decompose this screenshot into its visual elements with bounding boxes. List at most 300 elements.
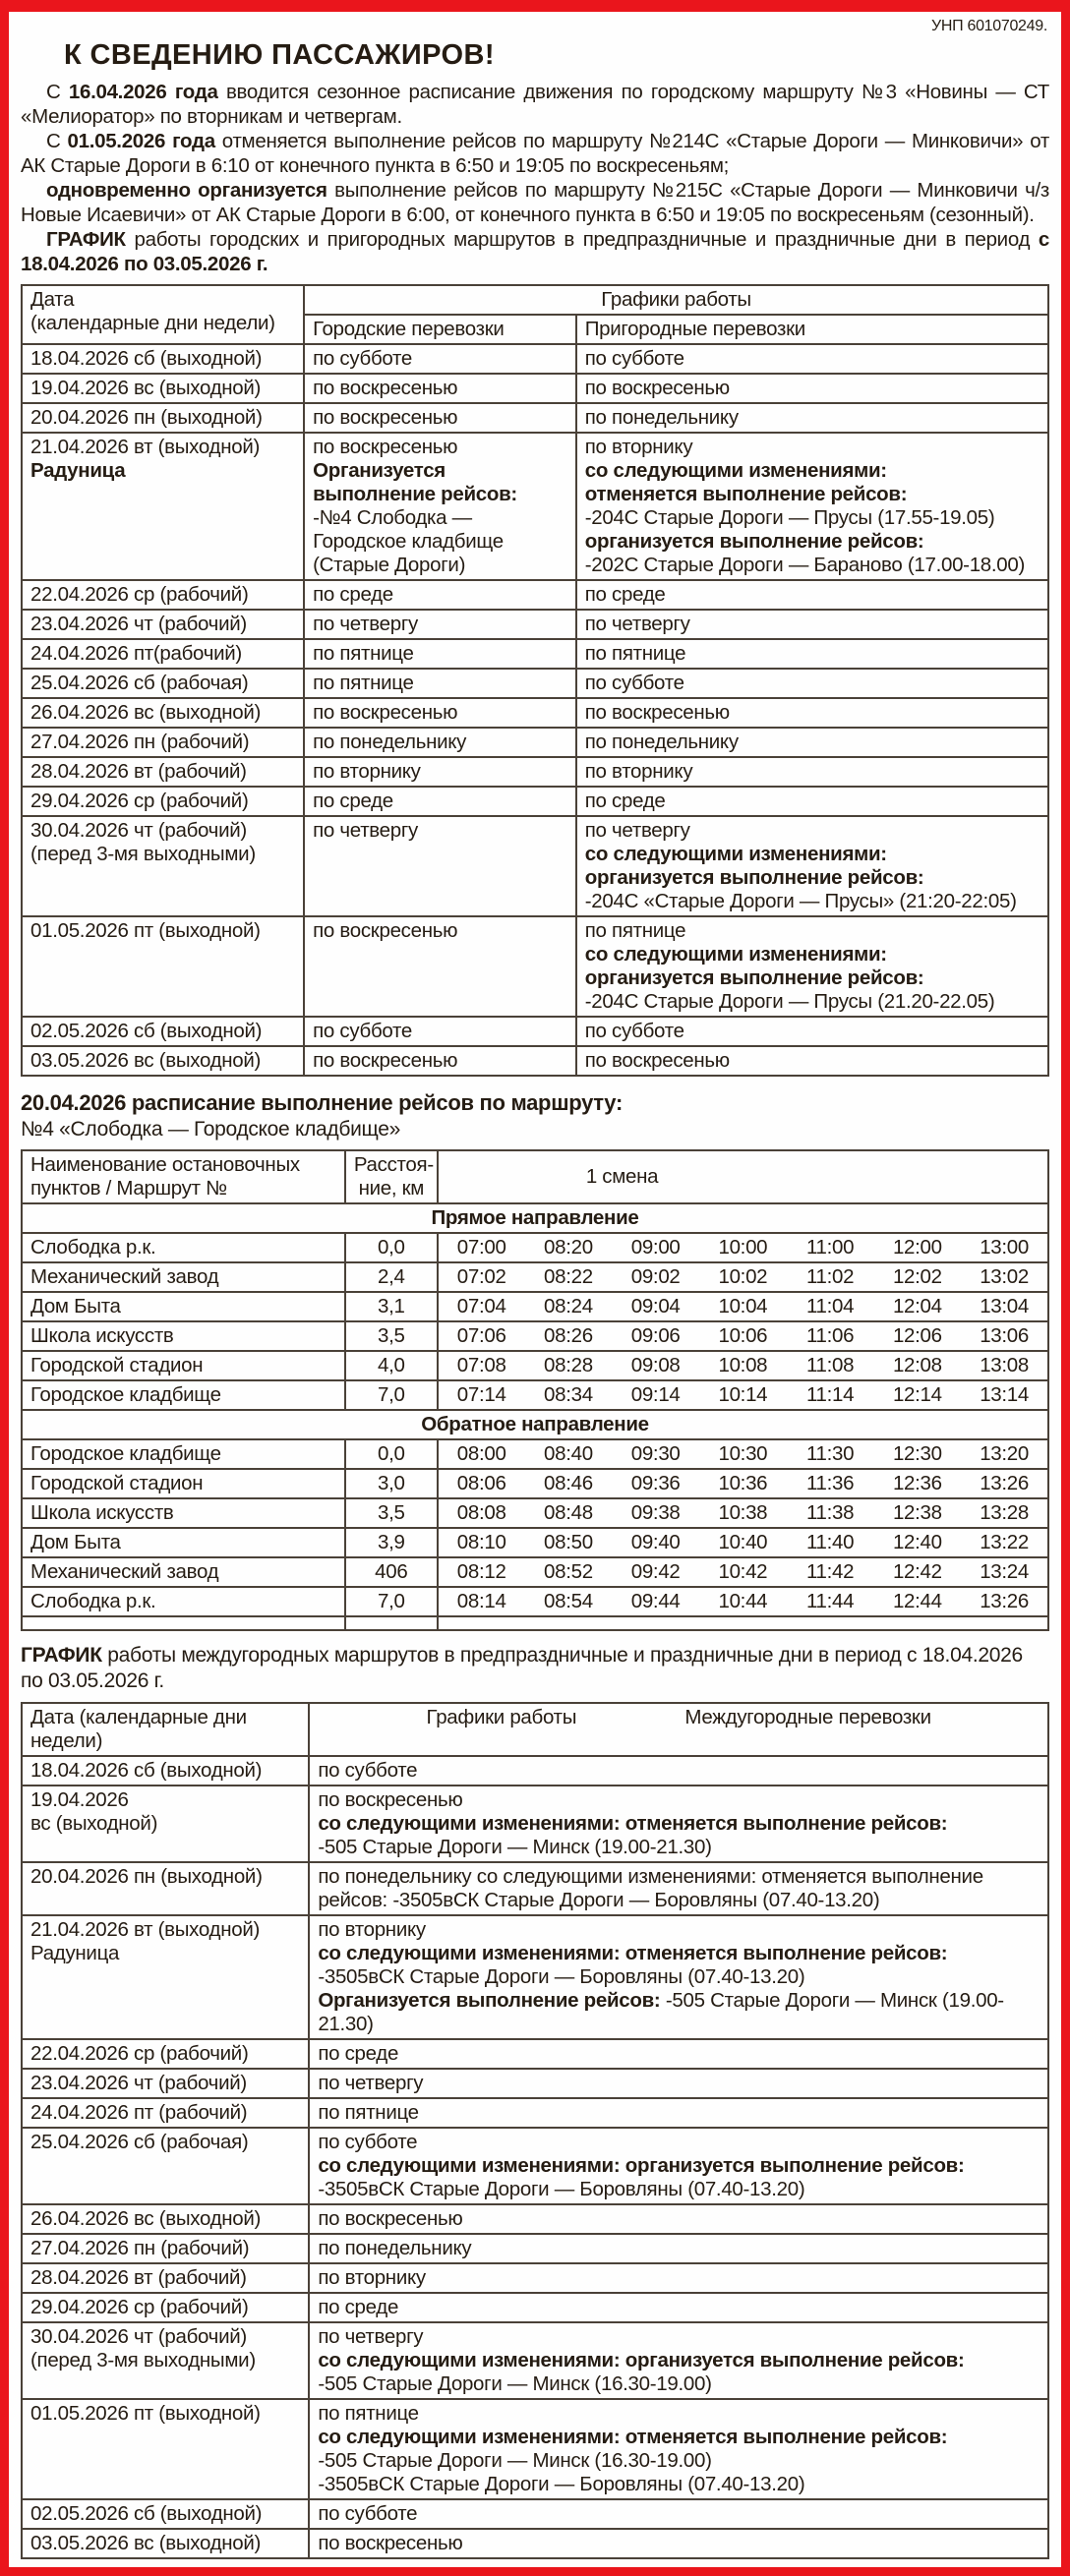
city-cell [304, 433, 576, 580]
stop-name-cell: Школа искусств [22, 1498, 345, 1528]
date-cell [22, 2293, 309, 2322]
intercity-info-cell [309, 2322, 1048, 2399]
cell-line: по воскресенью [313, 701, 458, 724]
date-cell [22, 669, 304, 698]
cell-line: по четвергу [584, 819, 690, 842]
date-cell [22, 1046, 304, 1076]
table-row [22, 610, 1048, 639]
table-row [22, 580, 1048, 610]
date-cell [22, 2322, 309, 2399]
time-cell: 09:14 [612, 1380, 699, 1410]
cell-line: организуется выполнение рейсов: [584, 966, 924, 989]
table-row [22, 639, 1048, 669]
table-row [22, 2293, 1048, 2322]
time-cell: 07:02 [438, 1262, 525, 1292]
date-header-line2: (календарные дни недели) [30, 312, 275, 334]
cell-line: по субботе [584, 1020, 684, 1042]
time-cell: 11:42 [787, 1557, 874, 1587]
cell-line: -204С Старые Дороги — Прусы (21.20-22.05) [584, 990, 995, 1013]
cell-line: по пятнице [584, 919, 686, 942]
time-cell: 13:08 [961, 1351, 1048, 1380]
time-cell: 12:08 [873, 1351, 961, 1380]
cell-line: -505 Старые Дороги — Минск (16.30-19.00) [318, 2449, 712, 2472]
table-row [22, 1915, 1048, 2039]
date-cell [22, 2399, 309, 2499]
distance-cell: 3,9 [345, 1528, 438, 1557]
intercity-info-cell [309, 1786, 1048, 1862]
cell-line: 19.04.2026 вс (выходной) [30, 377, 262, 399]
timetable-row [22, 1321, 1048, 1351]
date-cell [22, 1915, 309, 2039]
city-cell [304, 1017, 576, 1046]
table3-intercity-header: Междугородные перевозки [684, 1706, 931, 1728]
suburban-cell [576, 757, 1048, 787]
time-cell: 07:04 [438, 1292, 525, 1321]
time-cell: 08:10 [438, 1528, 525, 1557]
timetable-row [22, 1469, 1048, 1498]
cell-line: -3505вСК Старые Дороги — Боровляны (07.40-13.20) [318, 2178, 805, 2200]
time-cell: 13:04 [961, 1292, 1048, 1321]
time-cell: 07:14 [438, 1380, 525, 1410]
cell-line: по среде [584, 790, 666, 812]
table-row [22, 698, 1048, 728]
timetable-section-title: 20.04.2026 расписание выполнение рейсов по маршруту: [21, 1090, 623, 1115]
intercity-info-cell [309, 2529, 1048, 2558]
cell-line: 21.04.2026 вт (выходной) [30, 436, 261, 458]
cell-line: по воскресенью [313, 406, 458, 429]
table-row [22, 757, 1048, 787]
time-cell: 08:48 [525, 1498, 613, 1528]
time-cell: 09:04 [612, 1292, 699, 1321]
time-cell: 08:22 [525, 1262, 613, 1292]
cell-line: по субботе [318, 2131, 418, 2153]
cell-line: по четвергу [313, 613, 418, 635]
cell-line: по пятнице [584, 642, 686, 665]
time-cell: 12:44 [873, 1587, 961, 1616]
time-cell: 08:20 [525, 1233, 613, 1262]
time-cell: 11:38 [787, 1498, 874, 1528]
cell-line: по понедельнику [584, 731, 739, 753]
time-cell: 12:14 [873, 1380, 961, 1410]
cell-line: 03.05.2026 вс (выходной) [30, 2532, 262, 2554]
cell-line: 22.04.2026 ср (рабочий) [30, 583, 249, 606]
date-cell [22, 374, 304, 403]
time-cell: 09:02 [612, 1262, 699, 1292]
table-row [22, 2499, 1048, 2529]
cell-line: по понедельнику [318, 2237, 472, 2259]
cell-line: -202С Старые Дороги — Бараново (17.00-18.00) [584, 554, 1026, 576]
intercity-info-cell [309, 2098, 1048, 2128]
time-cell: 09:42 [612, 1557, 699, 1587]
cell-line: по субботе [313, 347, 413, 370]
cell-line: -3505вСК Старые Дороги — Боровляны (07.40-13.20) [318, 2473, 805, 2495]
cell-line: 24.04.2026 пт (рабочий) [30, 2101, 248, 2124]
distance-header-line1: Расстоя- [353, 1153, 434, 1176]
stop-name-cell: Механический завод [22, 1262, 345, 1292]
time-cell: 12:42 [873, 1557, 961, 1587]
distance-cell: 2,4 [345, 1262, 438, 1292]
cell-line: по вторнику [584, 436, 693, 458]
cell-line: по среде [318, 2296, 399, 2318]
table-row [22, 2098, 1048, 2128]
time-cell: 11:14 [787, 1380, 874, 1410]
cell-line: 20.04.2026 пн (выходной) [30, 1865, 263, 1888]
route4-timetable [21, 1149, 1049, 1631]
suburban-cell [576, 1017, 1048, 1046]
cell-line: по субботе [584, 347, 684, 370]
cell-line: 29.04.2026 ср (рабочий) [30, 2296, 249, 2318]
stop-name-cell: Школа искусств [22, 1321, 345, 1351]
stop-name-cell: Городской стадион [22, 1469, 345, 1498]
cell-line: Радуница [30, 459, 126, 482]
distance-cell: 3,5 [345, 1321, 438, 1351]
distance-header [345, 1150, 438, 1203]
stop-name-cell: Городской стадион [22, 1351, 345, 1380]
distance-cell: 7,0 [345, 1587, 438, 1616]
spacer-cell [438, 1616, 1048, 1630]
table-row [22, 916, 1048, 1017]
date-cell [22, 2039, 309, 2069]
cell-line: по пятнице [318, 2402, 419, 2425]
time-cell: 08:00 [438, 1439, 525, 1469]
cell-line: по четвергу [584, 613, 690, 635]
suburban-cell [576, 403, 1048, 433]
distance-cell: 406 [345, 1557, 438, 1587]
time-cell: 10:38 [699, 1498, 787, 1528]
distance-cell: 0,0 [345, 1233, 438, 1262]
cell-line: со следующими изменениями: отменяется выполнение рейсов: [318, 1812, 948, 1835]
date-cell [22, 816, 304, 916]
cell-line: 22.04.2026 ср (рабочий) [30, 2042, 249, 2065]
time-cell: 12:30 [873, 1439, 961, 1469]
table-row [22, 1862, 1048, 1915]
table1-city-header: Городские перевозки [304, 315, 576, 344]
timetable-row [22, 1439, 1048, 1469]
cell-line: 30.04.2026 чт (рабочий) [30, 2325, 247, 2348]
cell-line: 19.04.2026 [30, 1788, 129, 1811]
cell-line: вс (выходной) [30, 1812, 158, 1835]
cell-line: со следующими изменениями: отменяется выполнение рейсов: [318, 1942, 948, 1964]
table-row [22, 2529, 1048, 2558]
time-cell: 09:00 [612, 1233, 699, 1262]
city-cell [304, 374, 576, 403]
city-suburban-schedule-table [21, 284, 1049, 1077]
intercity-info-cell [309, 2263, 1048, 2293]
cell-line: -204С Старые Дороги — Прусы (17.55-19.05) [584, 506, 995, 529]
time-cell: 12:04 [873, 1292, 961, 1321]
city-cell [304, 580, 576, 610]
date-cell [22, 433, 304, 580]
table-row [22, 2128, 1048, 2204]
city-cell [304, 787, 576, 816]
cell-line: по субботе [313, 1020, 413, 1042]
cell-line: (перед 3-мя выходными) [30, 2349, 256, 2371]
cell-line: -204С «Старые Дороги — Прусы» (21:20-22:05) [584, 890, 1017, 912]
cell-line: по воскресенью [313, 1049, 458, 1072]
time-cell: 08:14 [438, 1587, 525, 1616]
city-cell [304, 728, 576, 757]
table-row [22, 374, 1048, 403]
date-cell [22, 1756, 309, 1786]
suburban-cell [576, 728, 1048, 757]
cell-line: по вторнику [318, 1918, 426, 1941]
time-cell: 13:06 [961, 1321, 1048, 1351]
distance-cell: 4,0 [345, 1351, 438, 1380]
time-cell: 11:44 [787, 1587, 874, 1616]
stop-name-cell: Городское кладбище [22, 1380, 345, 1410]
time-cell: 12:06 [873, 1321, 961, 1351]
cell-line: по воскресенью [584, 1049, 730, 1072]
table3-group-header [309, 1703, 1048, 1756]
cell-line: со следующими изменениями: [584, 843, 887, 865]
time-cell: 11:06 [787, 1321, 874, 1351]
cell-line: по четвергу [318, 2072, 424, 2094]
cell-line: по субботе [318, 2502, 418, 2525]
intercity-info-cell [309, 2204, 1048, 2234]
date-cell [22, 757, 304, 787]
time-cell: 09:38 [612, 1498, 699, 1528]
suburban-cell [576, 344, 1048, 374]
cell-line: со следующими изменениями: организуется выполнение рейсов: [318, 2349, 965, 2371]
timetable-header-row [22, 1150, 1048, 1203]
time-cell: 10:40 [699, 1528, 787, 1557]
direction-label: Прямое направление [22, 1203, 1048, 1233]
intro-paragraph: С 16.04.2026 года вводится сезонное расписание движения по городскому маршруту №3 «Новины — СТ «Мелиоратор» по вторникам и четвергам. [21, 81, 1049, 128]
cell-line: -505 Старые Дороги — Минск (16.30-19.00) [318, 2372, 712, 2395]
suburban-cell [576, 610, 1048, 639]
table-row [22, 669, 1048, 698]
cell-line: -3505вСК Старые Дороги — Боровляны (07.40-13.20) [318, 1965, 805, 1988]
time-cell: 08:52 [525, 1557, 613, 1587]
distance-cell: 3,5 [345, 1498, 438, 1528]
intercity-info-cell [309, 1915, 1048, 2039]
time-cell: 11:00 [787, 1233, 874, 1262]
time-cell: 13:14 [961, 1380, 1048, 1410]
table-row [22, 1786, 1048, 1862]
timetable-row [22, 1233, 1048, 1262]
date-cell [22, 580, 304, 610]
cell-line: по пятнице [313, 642, 414, 665]
stop-name-cell: Дом Быта [22, 1292, 345, 1321]
cell-line: 18.04.2026 сб (выходной) [30, 1759, 263, 1782]
cell-line: 28.04.2026 вт (рабочий) [30, 2266, 247, 2289]
cell-line: со следующими изменениями: [584, 459, 887, 482]
cell-line: по понедельнику со следующими изменениями: отменяется выполнение рейсов: -3505вСК Старые Дороги — Боровляны (07.40-13.20) [318, 1865, 983, 1911]
cell-line: 21.04.2026 вт (выходной) [30, 1918, 261, 1941]
cell-line: со следующими изменениями: [584, 943, 887, 966]
time-cell: 11:30 [787, 1439, 874, 1469]
city-cell [304, 403, 576, 433]
distance-cell: 3,0 [345, 1469, 438, 1498]
intercity-info-cell [309, 2128, 1048, 2204]
stops-header: Наименование остановочных пунктов / Маршрут № [22, 1150, 345, 1203]
time-cell: 10:14 [699, 1380, 787, 1410]
time-cell: 08:12 [438, 1557, 525, 1587]
date-cell [22, 610, 304, 639]
date-cell [22, 698, 304, 728]
cell-line: по воскресенью [584, 377, 730, 399]
cell-line: по четвергу [318, 2325, 424, 2348]
date-cell [22, 1017, 304, 1046]
intercity-info-cell [309, 2234, 1048, 2263]
date-cell [22, 2499, 309, 2529]
city-cell [304, 610, 576, 639]
cell-line: 23.04.2026 чт (рабочий) [30, 2072, 247, 2094]
time-cell: 12:40 [873, 1528, 961, 1557]
stop-name-cell: Слободка р.к. [22, 1233, 345, 1262]
date-cell [22, 2204, 309, 2234]
date-cell [22, 2128, 309, 2204]
cell-line: 26.04.2026 вс (выходной) [30, 2207, 262, 2230]
table-row [22, 1756, 1048, 1786]
timetable-route-subtitle: №4 «Слободка — Городское кладбище» [21, 1118, 401, 1141]
page-title: К СВЕДЕНИЮ ПАССАЖИРОВ! [64, 39, 495, 71]
cell-line: по воскресенью [313, 919, 458, 942]
cell-line: 30.04.2026 чт (рабочий) [30, 819, 247, 842]
table-row [22, 2234, 1048, 2263]
time-cell: 08:46 [525, 1469, 613, 1498]
city-cell [304, 344, 576, 374]
table-row [22, 2204, 1048, 2234]
cell-line: 02.05.2026 сб (выходной) [30, 1020, 263, 1042]
time-cell: 13:00 [961, 1233, 1048, 1262]
cell-line: по воскресенью [584, 701, 730, 724]
date-cell [22, 2263, 309, 2293]
unp-number: УНП 601070249. [931, 18, 1047, 34]
date-cell [22, 2069, 309, 2098]
time-cell: 11:36 [787, 1469, 874, 1498]
time-cell: 11:02 [787, 1262, 874, 1292]
table-row [22, 787, 1048, 816]
cell-line: 29.04.2026 ср (рабочий) [30, 790, 249, 812]
table-row [22, 2263, 1048, 2293]
cell-line: 27.04.2026 пн (рабочий) [30, 731, 250, 753]
table-row [22, 2399, 1048, 2499]
stop-name-cell: Дом Быта [22, 1528, 345, 1557]
table1-date-header [22, 285, 304, 344]
intro-paragraph: С 01.05.2026 года отменяется выполнение рейсов по маршруту №214С «Старые Дороги — Минковичи» от АК Старые Дороги в 6:10 от конечного пункта в 6:50 и 19:05 по воскресеньям; [21, 130, 1050, 177]
cell-line: по воскресенью [318, 2207, 463, 2230]
table-row [22, 433, 1048, 580]
suburban-cell [576, 916, 1048, 1017]
city-cell [304, 1046, 576, 1076]
time-cell: 07:06 [438, 1321, 525, 1351]
time-cell: 09:44 [612, 1587, 699, 1616]
time-cell: 07:00 [438, 1233, 525, 1262]
time-cell: 08:24 [525, 1292, 613, 1321]
time-cell: 12:36 [873, 1469, 961, 1498]
suburban-cell [576, 816, 1048, 916]
time-cell: 10:02 [699, 1262, 787, 1292]
cell-line: по среде [584, 583, 666, 606]
time-cell: 08:08 [438, 1498, 525, 1528]
time-cell: 13:26 [961, 1469, 1048, 1498]
time-cell: 08:50 [525, 1528, 613, 1557]
intercity-info-cell [309, 2499, 1048, 2529]
cell-line: 02.05.2026 сб (выходной) [30, 2502, 263, 2525]
time-cell: 13:26 [961, 1587, 1048, 1616]
cell-line: Организуется выполнение рейсов: [313, 459, 517, 505]
cell-line: по пятнице [313, 672, 414, 694]
suburban-cell [576, 669, 1048, 698]
time-cell: 13:20 [961, 1439, 1048, 1469]
time-cell: 10:08 [699, 1351, 787, 1380]
cell-line: со следующими изменениями: организуется выполнение рейсов: [318, 2154, 965, 2177]
date-cell [22, 403, 304, 433]
table-row [22, 2069, 1048, 2098]
cell-line: организуется выполнение рейсов: [584, 866, 924, 889]
cell-line: 27.04.2026 пн (рабочий) [30, 2237, 250, 2259]
spacer-row [22, 1616, 1048, 1630]
date-cell [22, 344, 304, 374]
table1-suburban-header: Пригородные перевозки [576, 315, 1048, 344]
table3-work-header: Графики работы [426, 1706, 577, 1728]
intercity-info-cell [309, 2399, 1048, 2499]
timetable-row [22, 1262, 1048, 1292]
intercity-info-cell [309, 2293, 1048, 2322]
stop-name-cell: Городское кладбище [22, 1439, 345, 1469]
time-cell: 13:24 [961, 1557, 1048, 1587]
time-cell: 09:36 [612, 1469, 699, 1498]
cell-line: -№4 Слободка — Городское кладбище (Старые Дороги) [313, 506, 504, 576]
time-cell: 08:54 [525, 1587, 613, 1616]
timetable-row [22, 1557, 1048, 1587]
date-cell [22, 1862, 309, 1915]
time-cell: 13:22 [961, 1528, 1048, 1557]
distance-cell: 7,0 [345, 1380, 438, 1410]
cell-line: 20.04.2026 пн (выходной) [30, 406, 263, 429]
intercity-info-cell [309, 1862, 1048, 1915]
suburban-cell [576, 639, 1048, 669]
stop-name-cell: Механический завод [22, 1557, 345, 1587]
date-cell [22, 916, 304, 1017]
intercity-info-cell [309, 1756, 1048, 1786]
city-cell [304, 816, 576, 916]
stop-name-cell: Слободка р.к. [22, 1587, 345, 1616]
city-cell [304, 757, 576, 787]
time-cell: 08:06 [438, 1469, 525, 1498]
cell-line: по понедельнику [584, 406, 739, 429]
time-cell: 12:00 [873, 1233, 961, 1262]
cell-line: 23.04.2026 чт (рабочий) [30, 613, 247, 635]
table-row [22, 2322, 1048, 2399]
cell-line: отменяется выполнение рейсов: [584, 483, 908, 505]
cell-line: Радуница [30, 1942, 120, 1964]
direction-row [22, 1410, 1048, 1439]
cell-line: 01.05.2026 пт (выходной) [30, 919, 261, 942]
table1-group-header: Графики работы [304, 285, 1048, 315]
cell-line: Организуется выполнение рейсов: -505 Старые Дороги — Минск (19.00-21.30) [318, 1989, 1004, 2035]
cell-line: 01.05.2026 пт (выходной) [30, 2402, 261, 2425]
city-cell [304, 669, 576, 698]
time-cell: 12:38 [873, 1498, 961, 1528]
intercity-info-cell [309, 2039, 1048, 2069]
time-cell: 07:08 [438, 1351, 525, 1380]
time-cell: 10:42 [699, 1557, 787, 1587]
table-row [22, 816, 1048, 916]
time-cell: 08:28 [525, 1351, 613, 1380]
intro-paragraph: ГРАФИК работы городских и пригородных маршрутов в предпраздничные и праздничные дни в период с 18.04.2026 по 03.05.2026 г. [21, 228, 1049, 275]
cell-line: по субботе [318, 1759, 418, 1782]
cell-line: по четвергу [313, 819, 418, 842]
date-cell [22, 1786, 309, 1862]
suburban-cell [576, 580, 1048, 610]
date-cell [22, 2098, 309, 2128]
time-cell: 09:08 [612, 1351, 699, 1380]
date-cell [22, 2234, 309, 2263]
timetable-row [22, 1587, 1048, 1616]
cell-line: 25.04.2026 сб (рабочая) [30, 672, 249, 694]
